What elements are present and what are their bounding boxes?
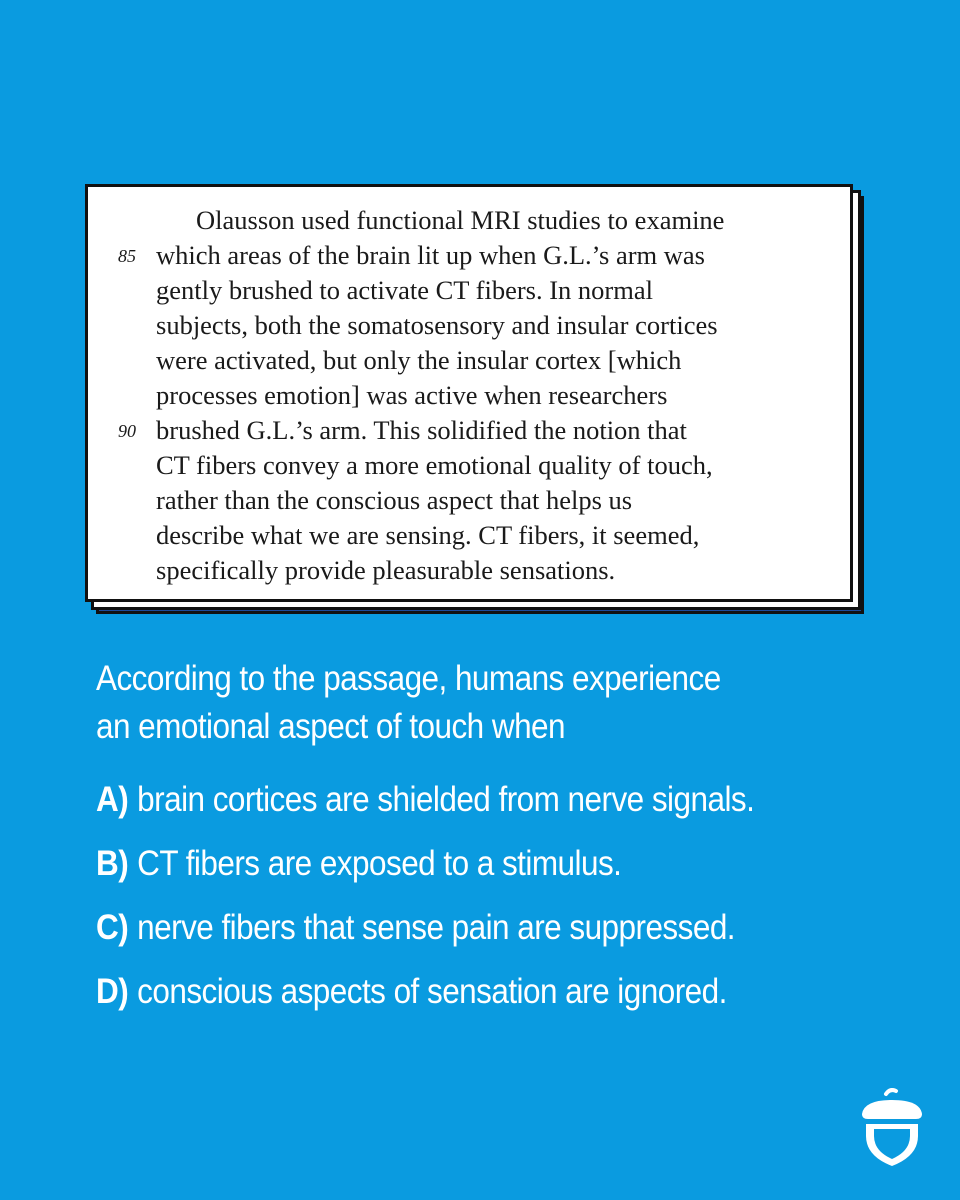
- passage-text: [88, 203, 850, 588]
- passage-line: [88, 273, 850, 308]
- passage-line: [88, 518, 850, 553]
- question-line-2: an emotional aspect of touch when: [96, 707, 566, 746]
- question-line-1: According to the passage, humans experience: [96, 659, 721, 698]
- line-text: processes emotion] was active when researchers: [156, 380, 668, 410]
- acorn-icon: [856, 1088, 928, 1168]
- line-text: CT fibers convey a more emotional quality of touch,: [156, 450, 713, 480]
- line-text: Olausson used functional MRI studies to examine: [196, 205, 725, 235]
- choice-letter: A): [96, 780, 129, 819]
- passage-line: [88, 553, 850, 588]
- line-text: gently brushed to activate CT fibers. In normal: [156, 275, 653, 305]
- passage-card: [85, 184, 853, 602]
- choice-d[interactable]: [96, 968, 870, 1032]
- choice-letter: D): [96, 972, 129, 1011]
- line-text: which areas of the brain lit up when G.L.’s arm was: [156, 240, 705, 270]
- choice-letter: B): [96, 844, 129, 883]
- passage-line: [88, 483, 850, 518]
- passage-line: [88, 238, 850, 273]
- question-prompt: [96, 655, 834, 751]
- choice-text: brain cortices are shielded from nerve signals.: [137, 780, 755, 819]
- choice-b[interactable]: [96, 840, 870, 904]
- line-text: rather than the conscious aspect that helps us: [156, 485, 633, 515]
- passage-line: [88, 378, 850, 413]
- passage-line: [88, 308, 850, 343]
- line-text: were activated, but only the insular cortex [which: [156, 345, 682, 375]
- line-text: specifically provide pleasurable sensations.: [156, 555, 616, 585]
- choice-letter: C): [96, 908, 129, 947]
- answer-choices: [96, 776, 870, 1032]
- choice-text: CT fibers are exposed to a stimulus.: [137, 844, 622, 883]
- choice-text: conscious aspects of sensation are ignored.: [137, 972, 727, 1011]
- line-number: 85: [118, 246, 136, 266]
- line-text: subjects, both the somatosensory and insular cortices: [156, 310, 718, 340]
- choice-a[interactable]: [96, 776, 870, 840]
- line-text: brushed G.L.’s arm. This solidified the notion that: [156, 415, 687, 445]
- choice-text: nerve fibers that sense pain are suppressed.: [137, 908, 736, 947]
- passage-line: [88, 448, 850, 483]
- passage-line: [88, 413, 850, 448]
- line-text: describe what we are sensing. CT fibers, it seemed,: [156, 520, 700, 550]
- passage-line: [88, 343, 850, 378]
- choice-c[interactable]: [96, 904, 870, 968]
- line-number: 90: [118, 421, 136, 441]
- passage-line: [88, 203, 850, 238]
